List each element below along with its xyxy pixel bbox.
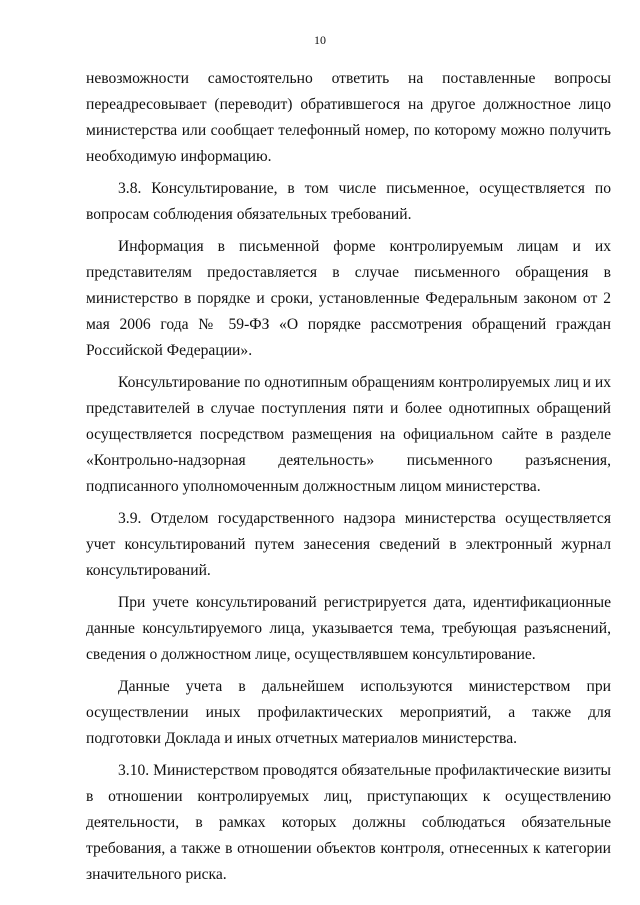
paragraph-accounting-data: Данные учета в дальнейшем используются министерством при осуществлении иных профилактических мероприятий, а также для подготовки Доклада и иных отчетных материалов министерства. [86,678,611,747]
page-number: 10 [314,33,326,47]
paragraph-continuation: невозможности самостоятельно ответить на поставленные вопросы переадресовывает (переводит) обратившегося на другое должностное лицо министерства или сообщает телефонный номер, по которому можно получить необходимую информацию. [86,70,611,165]
paragraph-registration: При учете консультирований регистрируется дата, идентификационные данные консультируемого лица, указывается тема, требующая разъяснений, сведения о должностном лице, осуществлявшем консультирование. [86,594,611,663]
paragraph-3-9: 3.9. Отделом государственного надзора министерства осуществляется учет консультирований путем занесения сведений в электронный журнал консультирований. [86,510,611,579]
paragraph-3-10: 3.10. Министерством проводятся обязательные профилактические визиты в отношении контролируемых лиц, приступающих к осуществлению деятельности, в рамках которых должны соблюдаться обязательные требования, а также в отношении объектов контроля, отнесенных к категории значительного риска. [86,762,611,883]
paragraph-written-information: Информация в письменной форме контролируемым лицам и их представителям предоставляется в случае письменного обращения в министерство в порядке и сроки, установленные Федеральным законом от 2 мая 2006 года № 59-ФЗ «О порядке рассмотрения обращений граждан Российской Федерации». [86,238,611,359]
paragraph-uniform-requests: Консультирование по однотипным обращениям контролируемых лиц и их представителей в случае поступления пяти и более однотипных обращений осуществляется посредством размещения на официальном сайте в разделе «Контрольно-надзорная деятельность» письменного разъяснения, подписанного уполномоченным должностным лицом министерства. [86,374,611,495]
document-body [86,66,611,894]
paragraph-3-8: 3.8. Консультирование, в том числе письменное, осуществляется по вопросам соблюдения обязательных требований. [86,180,611,223]
